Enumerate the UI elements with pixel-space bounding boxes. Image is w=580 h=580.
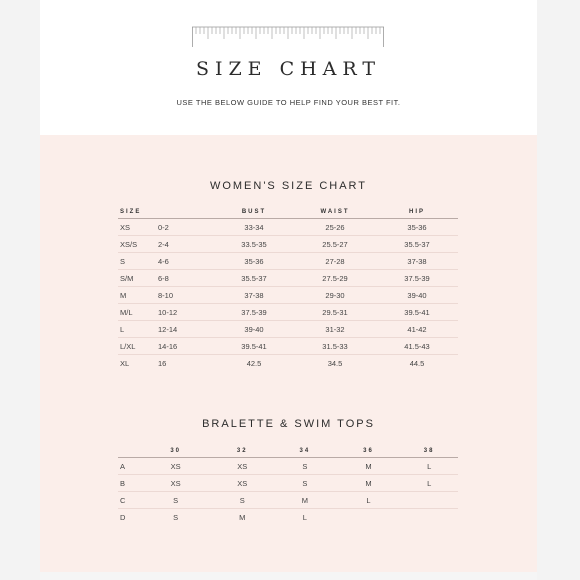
table-cell: 39.5-41: [376, 304, 458, 321]
table-cell: C: [118, 492, 140, 509]
table-cell: L: [302, 512, 307, 522]
table-row: [118, 253, 458, 270]
womens-header-2: BUST: [214, 205, 294, 219]
table-cell: 35.5-37: [214, 270, 294, 287]
table-cell: 41-42: [376, 321, 458, 338]
table-cell: 41.5-43: [376, 338, 458, 355]
table-cell: 31-32: [294, 321, 376, 338]
bralette-header-4: 36: [337, 444, 401, 458]
table-cell: [337, 509, 401, 526]
table-cell: B: [118, 475, 140, 492]
table-cell: 35-36: [376, 219, 458, 236]
table-row: [118, 304, 458, 321]
table-cell: L: [337, 492, 401, 509]
table-cell: 35-36: [214, 253, 294, 270]
table-cell: 25.5-27: [294, 236, 376, 253]
table-cell: XL: [120, 358, 130, 368]
table-cell: 14-16: [156, 338, 214, 355]
bralette-swim-tops-title: BRALETTE & SWIM TOPS: [202, 418, 375, 430]
table-row: [118, 509, 458, 526]
table-cell: 37-38: [376, 253, 458, 270]
table-cell: S: [118, 253, 156, 270]
table-cell: 16: [158, 358, 167, 368]
ruler-icon: [192, 26, 384, 48]
table-cell: 39-40: [214, 321, 294, 338]
table-cell: 37-38: [214, 287, 294, 304]
table-cell: S: [173, 512, 179, 522]
table-cell: 33.5-35: [214, 236, 294, 253]
table-cell: 6-8: [156, 270, 214, 287]
table-cell: M: [337, 475, 401, 492]
table-row: [118, 270, 458, 287]
table-cell: 33-34: [214, 219, 294, 236]
table-cell: [400, 492, 458, 509]
table-row: [118, 492, 458, 509]
bralette-header-3: 34: [273, 444, 337, 458]
womens-header-1: [156, 205, 214, 219]
table-cell: 29.5-31: [294, 304, 376, 321]
table-row: [118, 458, 458, 475]
table-row: [118, 321, 458, 338]
table-cell: M: [239, 512, 246, 522]
page-title: SIZE CHART: [195, 58, 382, 80]
table-cell: D: [120, 512, 126, 522]
table-cell: 8-10: [156, 287, 214, 304]
table-cell: 31.5-33: [294, 338, 376, 355]
table-cell: S: [140, 492, 212, 509]
table-cell: 39-40: [376, 287, 458, 304]
table-cell: S/M: [118, 270, 156, 287]
table-cell: 25-26: [294, 219, 376, 236]
table-cell: L/XL: [118, 338, 156, 355]
table-cell: S: [211, 492, 273, 509]
table-cell: XS: [211, 458, 273, 475]
table-cell: M: [118, 287, 156, 304]
table-cell: 27-28: [294, 253, 376, 270]
table-cell: 10-12: [156, 304, 214, 321]
table-cell: 44.5: [409, 358, 425, 368]
table-cell: 29-30: [294, 287, 376, 304]
womens-header-3: WAIST: [294, 205, 376, 219]
table-cell: XS: [140, 475, 212, 492]
table-cell: 34.5: [327, 358, 343, 368]
bralette-header-5: 38: [400, 444, 458, 458]
table-cell: 37.5-39: [214, 304, 294, 321]
bralette-header-1: 30: [140, 444, 212, 458]
table-cell: A: [118, 458, 140, 475]
table-cell: S: [273, 475, 337, 492]
table-cell: 12-14: [156, 321, 214, 338]
table-cell: L: [118, 321, 156, 338]
womens-header-0: SIZE: [118, 205, 156, 219]
table-cell: XS: [118, 219, 156, 236]
table-cell: 35.5-37: [376, 236, 458, 253]
table-cell: S: [273, 458, 337, 475]
bralette-size-table: [118, 444, 458, 525]
table-cell: 0-2: [156, 219, 214, 236]
table-cell: 42.5: [246, 358, 262, 368]
table-cell: 4-6: [156, 253, 214, 270]
table-cell: M/L: [118, 304, 156, 321]
table-row: [118, 287, 458, 304]
womens-size-table: [118, 205, 458, 371]
bottom-strip: [40, 572, 537, 580]
table-cell: M: [273, 492, 337, 509]
womens-size-chart-title: WOMEN'S SIZE CHART: [209, 180, 368, 192]
table-row: [118, 475, 458, 492]
table-cell: 37.5-39: [376, 270, 458, 287]
table-cell: M: [337, 458, 401, 475]
bralette-header-0: [118, 444, 140, 458]
table-cell: XS: [211, 475, 273, 492]
table-cell: 27.5-29: [294, 270, 376, 287]
table-cell: [400, 509, 458, 526]
table-row: [118, 338, 458, 355]
header: [40, 0, 537, 135]
bralette-header-2: 32: [211, 444, 273, 458]
table-cell: 39.5-41: [214, 338, 294, 355]
table-row: [118, 219, 458, 236]
table-row: [118, 236, 458, 253]
table-cell: 2-4: [156, 236, 214, 253]
womens-header-4: HIP: [376, 205, 458, 219]
table-cell: L: [400, 458, 458, 475]
table-row: [118, 355, 458, 372]
page-subtitle: USE THE BELOW GUIDE TO HELP FIND YOUR BEST FIT.: [176, 98, 401, 107]
table-cell: XS/S: [118, 236, 156, 253]
table-cell: XS: [140, 458, 212, 475]
table-cell: L: [400, 475, 458, 492]
size-chart-page: [40, 0, 537, 580]
